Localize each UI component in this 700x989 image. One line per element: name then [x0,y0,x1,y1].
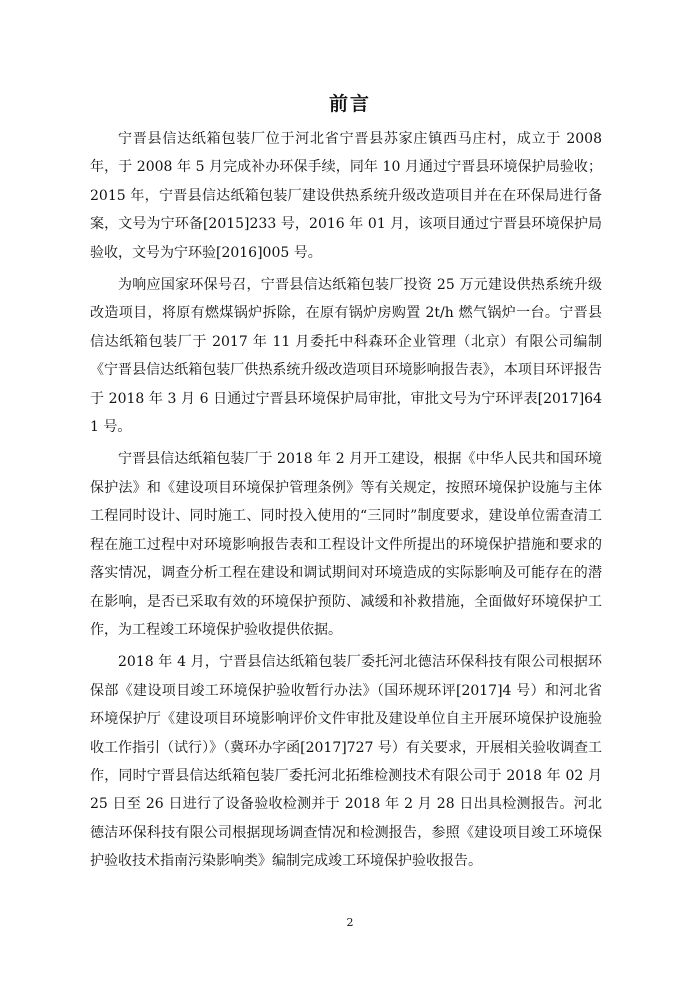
page-title: 前言 [328,93,371,115]
page-number: 2 [346,916,354,929]
paragraph-1: 宁晋县信达纸箱包装厂位于河北省宁晋县苏家庄镇西马庄村，成立于 2008 年，于 2008 年 5 月完成补办环保手续，同年 10 月通过宁晋县环境保护局验收；2015 年，宁晋县信达纸箱包装厂建设供热系统升级改造项目并在在环保局进行备案，文号为宁环备[2015]233 号，2016 年 01 月，该项目通过宁晋县环境保护局验收，文号为宁环验[2016]005 号。 [90,131,602,261]
paragraph-3: 宁晋县信达纸箱包装厂于 2018 年 2 月开工建设，根据《中华人民共和国环境保护法》和《建设项目环境保护管理条例》等有关规定，按照环境保护设施与主体工程同时设计、同时施工、同时投入使用的“三同时”制度要求，建设单位需查清工程在施工过程中对环境影响报告表和工程设计文件所提出的环境保护措施和要求的落实情况，调查分析工程在建设和调试期间对环境造成的实际影响及可能存在的潜在影响，是否已采取有效的环境保护预防、减缓和补救措施，全面做好环境保护工作，为工程竣工环境保护验收提供依据。 [90,451,602,638]
paragraph-4: 2018 年 4 月，宁晋县信达纸箱包装厂委托河北德洁环保科技有限公司根据环保部《建设项目竣工环境保护验收暂行办法》（国环规环评[2017]4 号）和河北省环境保护厅《建设项目环境影响评价文件审批及建设单位自主开展环境保护设施验收工作指引（试行）》（冀环办字函[2017]727 号）有关要求，开展相关验收调查工作，同时宁晋县信达纸箱包装厂委托河北拓维检测技术有限公司于 2018 年 02 月 25 日至 26 日进行了设备验收检测并于 2018 年 2 月 28 日出具检测报告。河北德洁环保科技有限公司根据现场调查情况和检测报告，参照《建设项目竣工环境保护验收技术指南污染影响类》编制完成竣工环境保护验收报告。 [90,654,602,870]
paragraph-2: 为响应国家环保号召，宁晋县信达纸箱包装厂投资 25 万元建设供热系统升级改造项目，将原有燃煤锅炉拆除，在原有锅炉房购置 2t/h 燃气锅炉一台。宁晋县信达纸箱包装厂于 2017 年 11 月委托中科森环企业管理（北京）有限公司编制《宁晋县信达纸箱包装厂供热系统升级改造项目环境影响报告表》，本项目环评报告于 2018 年 3 月 6 日通过宁晋县环境保护局审批，审批文号为宁环评表[2017]641 号。 [90,277,602,436]
body-text [90,125,602,880]
